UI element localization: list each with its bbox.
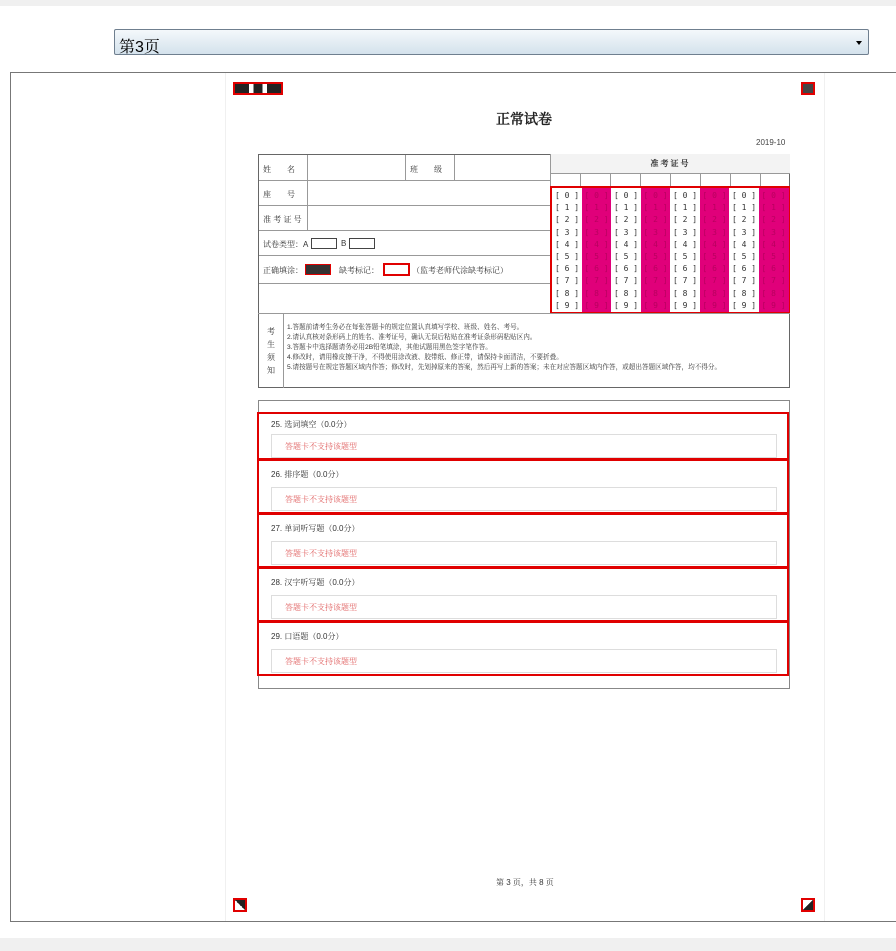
question-answer-box[interactable]: 答题卡不支持该题型: [271, 595, 777, 619]
corner-marker-top-left: [233, 82, 283, 95]
corner-marker-top-right: [801, 82, 815, 95]
digit-bubble[interactable]: [ 2 ]: [761, 215, 786, 225]
type-b-label: B: [341, 239, 347, 248]
digit-bubble[interactable]: [ 4 ]: [613, 239, 639, 249]
digit-bubble[interactable]: [ 9 ]: [584, 300, 609, 310]
question-title: 25. 选词填空（0.0分）: [271, 420, 352, 429]
exam-notes: [258, 313, 790, 388]
corner-marker-bottom-right: [801, 898, 815, 912]
exam-id-digit-cell: [550, 174, 581, 186]
digit-bubble[interactable]: [ 1 ]: [643, 203, 668, 213]
note-line: 4.修改时，请用橡皮擦干净，不得使用涂改液、胶带纸、修正带，请保持卡面清洁，不要折叠。: [287, 354, 563, 361]
digit-bubble[interactable]: [ 0 ]: [731, 191, 757, 200]
question-block[interactable]: [257, 459, 789, 514]
bottom-bar: [0, 938, 896, 951]
class-label: 班 级: [410, 165, 442, 174]
chevron-down-icon[interactable]: [856, 41, 862, 45]
digit-bubble[interactable]: [ 4 ]: [761, 239, 786, 249]
digit-bubble[interactable]: [ 4 ]: [702, 239, 727, 249]
top-bar: [0, 0, 896, 6]
digit-bubble[interactable]: [ 0 ]: [613, 191, 639, 200]
digit-bubble[interactable]: [ 1 ]: [731, 203, 757, 213]
exam-id-digit-cell: [760, 174, 791, 186]
type-a-box[interactable]: [311, 238, 337, 249]
question-title: 27. 单词听写题（0.0分）: [271, 524, 360, 533]
exam-id-digit-cell: [610, 174, 641, 186]
digit-bubble[interactable]: [ 4 ]: [672, 239, 698, 249]
sheet-title: 正常试卷: [496, 111, 552, 127]
digit-bubble[interactable]: [ 8 ]: [554, 288, 580, 298]
digit-bubble[interactable]: [ 8 ]: [761, 288, 786, 298]
exam-id-title: 准考证号: [550, 154, 790, 174]
page-footer: 第 3 页，共 8 页: [496, 878, 554, 887]
question-answer-box[interactable]: 答题卡不支持该题型: [271, 487, 777, 511]
digit-bubble[interactable]: [ 4 ]: [554, 239, 580, 249]
question-block[interactable]: [257, 412, 789, 460]
digit-bubble[interactable]: [ 8 ]: [643, 288, 668, 298]
exam-id-digit-cell: [640, 174, 671, 186]
digit-bubble[interactable]: [ 3 ]: [554, 227, 580, 237]
digit-bubble[interactable]: [ 1 ]: [702, 203, 727, 213]
exam-id-column: [670, 188, 701, 312]
digit-bubble[interactable]: [ 3 ]: [731, 227, 757, 237]
id-label: 准 考 证 号: [263, 215, 302, 224]
exam-id-digit-cell: [730, 174, 761, 186]
notes-side-label: 考 生 须 知: [258, 314, 284, 388]
digit-bubble[interactable]: [ 1 ]: [613, 203, 639, 213]
type-label: 试卷类型：A: [263, 240, 309, 249]
digit-bubble[interactable]: [ 5 ]: [584, 252, 609, 261]
info-row-type: [259, 230, 551, 256]
digit-bubble[interactable]: [ 5 ]: [554, 252, 580, 261]
fill-label: 正确填涂：: [263, 266, 303, 275]
seat-label: 座 号: [263, 190, 295, 199]
digit-bubble[interactable]: [ 9 ]: [702, 300, 727, 310]
digit-bubble[interactable]: [ 8 ]: [584, 288, 609, 298]
digit-bubble[interactable]: [ 7 ]: [554, 276, 580, 286]
absent-mark-box[interactable]: [383, 263, 410, 276]
exam-id-digit-cell: [670, 174, 701, 186]
absent-note: （监考老师代涂缺考标记）: [412, 266, 508, 275]
digit-bubble[interactable]: [ 1 ]: [672, 203, 698, 213]
question-answer-box[interactable]: 答题卡不支持该题型: [271, 649, 777, 673]
digit-bubble[interactable]: [ 9 ]: [643, 300, 668, 310]
digit-bubble[interactable]: [ 8 ]: [672, 288, 698, 298]
digit-bubble[interactable]: [ 6 ]: [643, 264, 668, 274]
exam-id-input-cells: [550, 174, 790, 186]
info-row-seat: [259, 180, 551, 206]
digit-bubble[interactable]: [ 9 ]: [672, 300, 698, 310]
digit-bubble[interactable]: [ 4 ]: [584, 239, 609, 249]
digit-bubble[interactable]: [ 9 ]: [731, 300, 757, 310]
digit-bubble[interactable]: [ 4 ]: [643, 239, 668, 249]
question-answer-box[interactable]: 答题卡不支持该题型: [271, 434, 777, 458]
digit-bubble[interactable]: [ 1 ]: [554, 203, 580, 213]
digit-bubble[interactable]: [ 7 ]: [731, 276, 757, 286]
digit-bubble[interactable]: [ 6 ]: [554, 264, 580, 274]
digit-bubble[interactable]: [ 3 ]: [584, 227, 609, 237]
digit-bubble[interactable]: [ 6 ]: [761, 264, 786, 274]
digit-bubble[interactable]: [ 2 ]: [731, 215, 757, 225]
digit-bubble[interactable]: [ 7 ]: [761, 276, 786, 286]
exam-id-section: [550, 154, 790, 314]
digit-bubble[interactable]: [ 5 ]: [761, 252, 786, 261]
digit-bubble[interactable]: [ 0 ]: [643, 191, 668, 200]
digit-bubble[interactable]: [ 7 ]: [672, 276, 698, 286]
digit-bubble[interactable]: [ 5 ]: [731, 252, 757, 261]
digit-bubble[interactable]: [ 0 ]: [672, 191, 698, 200]
digit-bubble[interactable]: [ 0 ]: [761, 191, 786, 200]
digit-bubble[interactable]: [ 5 ]: [613, 252, 639, 261]
digit-bubble[interactable]: [ 7 ]: [702, 276, 727, 286]
digit-bubble[interactable]: [ 1 ]: [584, 203, 609, 213]
exam-id-column: [641, 188, 671, 312]
digit-bubble[interactable]: [ 2 ]: [672, 215, 698, 225]
note-line: 5.请按题号在规定答题区域内作答；修改时，先划掉原来的答案，然后再写上新的答案；未在对应答题区域内作答，或超出答题区域作答，均不得分。: [287, 364, 722, 371]
digit-bubble[interactable]: [ 5 ]: [702, 252, 727, 261]
exam-id-digit-cell: [700, 174, 731, 186]
page-select[interactable]: [114, 29, 869, 55]
digit-bubble[interactable]: [ 9 ]: [613, 300, 639, 310]
corner-marker-bottom-left: [233, 898, 247, 912]
exam-id-column: [611, 188, 642, 312]
question-block[interactable]: [257, 621, 789, 676]
digit-bubble[interactable]: [ 3 ]: [643, 227, 668, 237]
exam-id-column: [759, 188, 789, 312]
digit-bubble[interactable]: [ 3 ]: [672, 227, 698, 237]
digit-bubble[interactable]: [ 0 ]: [554, 191, 580, 200]
digit-bubble[interactable]: [ 2 ]: [613, 215, 639, 225]
digit-bubble[interactable]: [ 6 ]: [702, 264, 727, 274]
digit-bubble[interactable]: [ 5 ]: [672, 252, 698, 261]
digit-bubble[interactable]: [ 9 ]: [554, 300, 580, 310]
question-block[interactable]: [257, 567, 789, 622]
digit-bubble[interactable]: [ 3 ]: [613, 227, 639, 237]
digit-bubble[interactable]: [ 0 ]: [584, 191, 609, 200]
note-line: 1.答题前请考生务必在每张答题卡的规定位置认真填写学校、班级、姓名、考号。: [287, 324, 524, 331]
digit-bubble[interactable]: [ 2 ]: [554, 215, 580, 225]
info-row-fill: [259, 255, 551, 284]
digit-bubble[interactable]: [ 1 ]: [761, 203, 786, 213]
question-title: 28. 汉字听写题（0.0分）: [271, 578, 360, 587]
name-label: 姓 名: [263, 165, 295, 174]
digit-bubble[interactable]: [ 8 ]: [731, 288, 757, 298]
digit-bubble[interactable]: [ 3 ]: [761, 227, 786, 237]
question-block[interactable]: [257, 513, 789, 568]
digit-bubble[interactable]: [ 6 ]: [731, 264, 757, 274]
exam-id-column: [582, 188, 612, 312]
exam-id-column: [552, 188, 583, 312]
note-line: 2.请认真核对条形码上的姓名、准考证号，确认无误后粘贴在准考证条形码粘贴区内。: [287, 334, 537, 341]
digit-bubble[interactable]: [ 9 ]: [761, 300, 786, 310]
digit-bubble[interactable]: [ 2 ]: [643, 215, 668, 225]
digit-bubble[interactable]: [ 4 ]: [731, 239, 757, 249]
question-answer-box[interactable]: 答题卡不支持该题型: [271, 541, 777, 565]
digit-bubble[interactable]: [ 8 ]: [613, 288, 639, 298]
digit-bubble[interactable]: [ 2 ]: [702, 215, 727, 225]
digit-bubble[interactable]: [ 3 ]: [702, 227, 727, 237]
digit-bubble[interactable]: [ 8 ]: [702, 288, 727, 298]
question-title: 26. 排序题（0.0分）: [271, 470, 344, 479]
digit-bubble[interactable]: [ 7 ]: [584, 276, 609, 286]
digit-bubble[interactable]: [ 2 ]: [584, 215, 609, 225]
digit-bubble[interactable]: [ 7 ]: [643, 276, 668, 286]
info-row-id: [259, 205, 551, 231]
page-select-value: 第3页: [119, 39, 160, 56]
digit-bubble[interactable]: [ 7 ]: [613, 276, 639, 286]
digit-bubble[interactable]: [ 0 ]: [702, 191, 727, 200]
digit-bubble[interactable]: [ 6 ]: [672, 264, 698, 274]
absent-label: 缺考标记：: [339, 266, 379, 275]
digit-bubble[interactable]: [ 6 ]: [584, 264, 609, 274]
exam-id-column: [700, 188, 730, 312]
type-b-box[interactable]: [349, 238, 375, 249]
exam-id-bubble-grid: [550, 186, 790, 314]
exam-id-digit-cell: [580, 174, 611, 186]
digit-bubble[interactable]: [ 5 ]: [643, 252, 668, 261]
sheet-date: 2019-10: [756, 138, 786, 147]
correct-fill-sample: [305, 264, 331, 275]
exam-id-column: [729, 188, 760, 312]
note-line: 3.答题卡中选择题请务必用2B铅笔填涂，其他试题用黑色签字笔作答。: [287, 344, 492, 351]
digit-bubble[interactable]: [ 6 ]: [613, 264, 639, 274]
question-title: 29. 口语题（0.0分）: [271, 632, 344, 641]
